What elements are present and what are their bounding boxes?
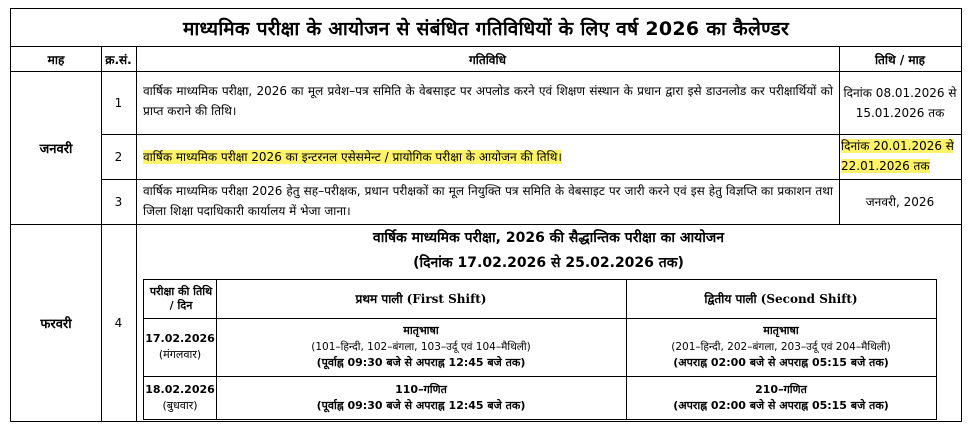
serial-2: 2: [114, 149, 123, 164]
serial-1: 1: [114, 95, 123, 110]
activity-2: वार्षिक माध्यमिक परीक्षा 2026 का इन्टरनल एसेसमेन्ट / प्रायोगिक परीक्षा के आयोजन की तिथि।: [143, 150, 562, 164]
divider: [11, 71, 961, 72]
shift-time: (पूर्वाह्न 09:30 बजे से अपराह्न 12:45 बजे तक): [316, 398, 526, 412]
divider: [839, 47, 840, 224]
col-second-shift: [626, 280, 936, 318]
exam-date-2: 18.02.2026: [145, 382, 215, 396]
subject: मातृभाषा: [403, 324, 439, 337]
col-second-shift-en: (Second Shift): [760, 292, 858, 306]
exam-day-1: [144, 318, 216, 376]
exam-weekday-2: (बुधवार): [162, 398, 198, 412]
date-2: दिनांक 20.01.2026 से 22.01.2026 तक: [841, 139, 954, 173]
subject: मातृभाषा: [763, 324, 799, 337]
exam-weekday-1: (मंगलवार): [158, 348, 202, 361]
month-february: फरवरी: [40, 316, 72, 332]
shift-time: (अपराह्न 02:00 बजे से अपराह्न 05:15 बजे तक): [673, 356, 889, 369]
serial-4: 4: [114, 315, 123, 330]
page-title: माध्यमिक परीक्षा के आयोजन से संबंधित गतिविधियों के लिए वर्ष 2026 का कैलेण्डर: [11, 9, 961, 47]
activity-2-cell: [143, 147, 833, 167]
second-shift-day-1: [626, 318, 936, 376]
col-first-shift: [216, 280, 626, 318]
subject-detail: (101–हिन्दी, 102–बंगला, 103–उर्दू एवं 104–मैथिली): [311, 341, 531, 353]
subject: 110–गणित: [395, 382, 447, 396]
second-shift-day-2: [626, 376, 936, 419]
divider: [11, 224, 961, 225]
col-exam-date: परीक्षा की तिथि / दिन: [149, 285, 213, 312]
date-1: दिनांक 08.01.2026 से 15.01.2026 तक: [843, 86, 957, 120]
col-first-shift-en: (First Shift): [406, 292, 487, 306]
date-2-cell: [841, 136, 957, 177]
calendar-table: [10, 8, 962, 422]
activity-3: वार्षिक माध्यमिक परीक्षा 2026 हेतु सह–परीक्षक, प्रधान परीक्षकों का मूल नियुक्ति पत्र समिति के वेबसाइट पर जारी करने एवं इस हेतु विज्ञप्ति का प्रकाशन तथा जिला शिक्षा पदाधिकारी कार्यालय में भेजा जाना।: [143, 184, 833, 218]
date-3: जनवरी, 2026: [865, 194, 935, 209]
theory-heading: वार्षिक माध्यमिक परीक्षा, 2026 की सैद्धान्तिक परीक्षा का आयोजन: [372, 230, 725, 246]
subject: 210–गणित: [755, 382, 807, 396]
header-serial: क्र.सं.: [105, 52, 132, 67]
divider: [101, 179, 961, 180]
theory-range: (दिनांक 17.02.2026 से 25.02.2026 तक): [413, 255, 684, 271]
month-january: जनवरी: [39, 141, 73, 157]
theory-schedule-table: [143, 279, 937, 420]
shift-time: (पूर्वाह्न 09:30 बजे से अपराह्न 12:45 बजे तक): [316, 356, 526, 369]
exam-date-1: 17.02.2026: [145, 332, 215, 345]
col-first-shift-label: प्रथम पाली: [355, 292, 403, 306]
activity-1: वार्षिक माध्यमिक परीक्षा, 2026 का मूल प्रवेश–पत्र समिति के वेबसाइट पर अपलोड करने एवं शिक्षण संस्थान के प्रधान द्वारा इसे डाउनलोड कर परीक्षार्थियों को प्राप्त कराने की तिथि।: [143, 84, 833, 118]
header-date: तिथि / माह: [874, 52, 926, 67]
serial-3: 3: [114, 194, 123, 209]
shift-time: (अपराह्न 02:00 बजे से अपराह्न 05:15 बजे तक): [673, 398, 889, 412]
header-activity: गतिविधि: [469, 52, 506, 67]
subject-detail: (201–हिन्दी, 202–बंगला, 203–उर्दू एवं 204–मैथिली): [671, 341, 891, 353]
divider: [101, 134, 961, 135]
first-shift-day-2: [216, 376, 626, 419]
header-month: माह: [47, 52, 65, 67]
exam-day-2: [144, 376, 216, 419]
first-shift-day-1: [216, 318, 626, 376]
col-second-shift-label: द्वितीय पाली: [704, 292, 757, 306]
